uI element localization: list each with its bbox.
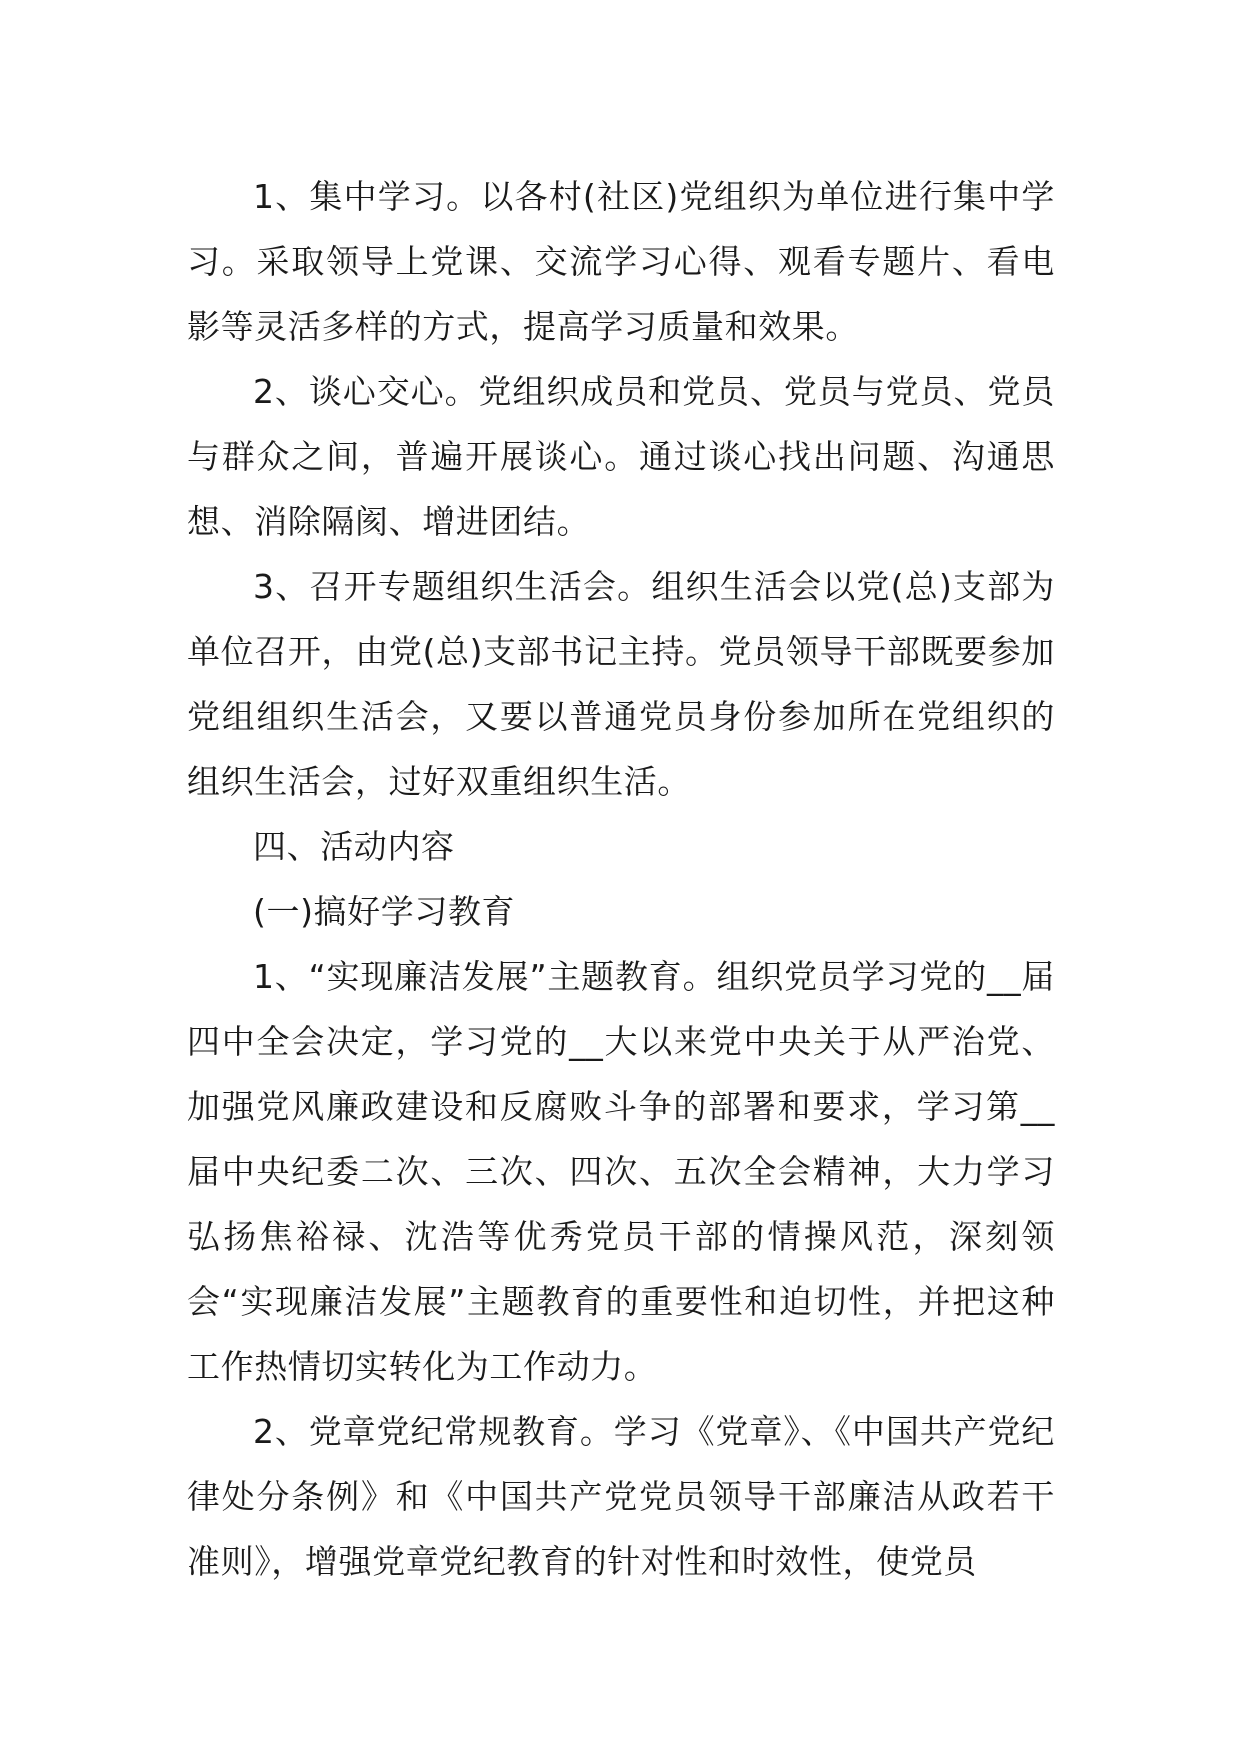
paragraph-centralized-study: 1、集中学习。以各村(社区)党组织为单位进行集中学习。采取领导上党课、交流学习心得、观看专题片、看电影等灵活多样的方式，提高学习质量和效果。 <box>187 177 1055 346</box>
paragraph-heart-to-heart-talks: 2、谈心交心。党组织成员和党员、党员与党员、党员与群众之间，普遍开展谈心。通过谈心找出问题、沟通思想、消除隔阂、增进团结。 <box>187 372 1055 541</box>
paragraph-organizational-life-meeting: 3、召开专题组织生活会。组织生活会以党(总)支部为单位召开，由党(总)支部书记主持。党员领导干部既要参加党组组织生活会，又要以普通党员身份参加所在党组织的组织生活会，过好双重组织生活。 <box>187 567 1055 801</box>
subsection-heading-study-education: (一)搞好学习教育 <box>253 892 516 931</box>
document-body <box>187 164 1055 1594</box>
paragraph-party-constitution-education: 2、党章党纪常规教育。学习《党章》、《中国共产党纪律处分条例》和《中国共产党党员领导干部廉洁从政若干准则》，增强党章党纪教育的针对性和时效性，使党员 <box>187 1412 1055 1581</box>
paragraph-clean-development-education: 1、“实现廉洁发展”主题教育。组织党员学习党的__届四中全会决定，学习党的__大以来党中央关于从严治党、加强党风廉政建设和反腐败斗争的部署和要求，学习第__届中央纪委二次、三次、四次、五次全会精神，大力学习弘扬焦裕禄、沈浩等优秀党员干部的情操风范，深刻领会“实现廉洁发展”主题教育的重要性和迫切性，并把这种工作热情切实转化为工作动力。 <box>187 957 1055 1386</box>
section-heading-activity-content: 四、活动内容 <box>253 827 455 866</box>
